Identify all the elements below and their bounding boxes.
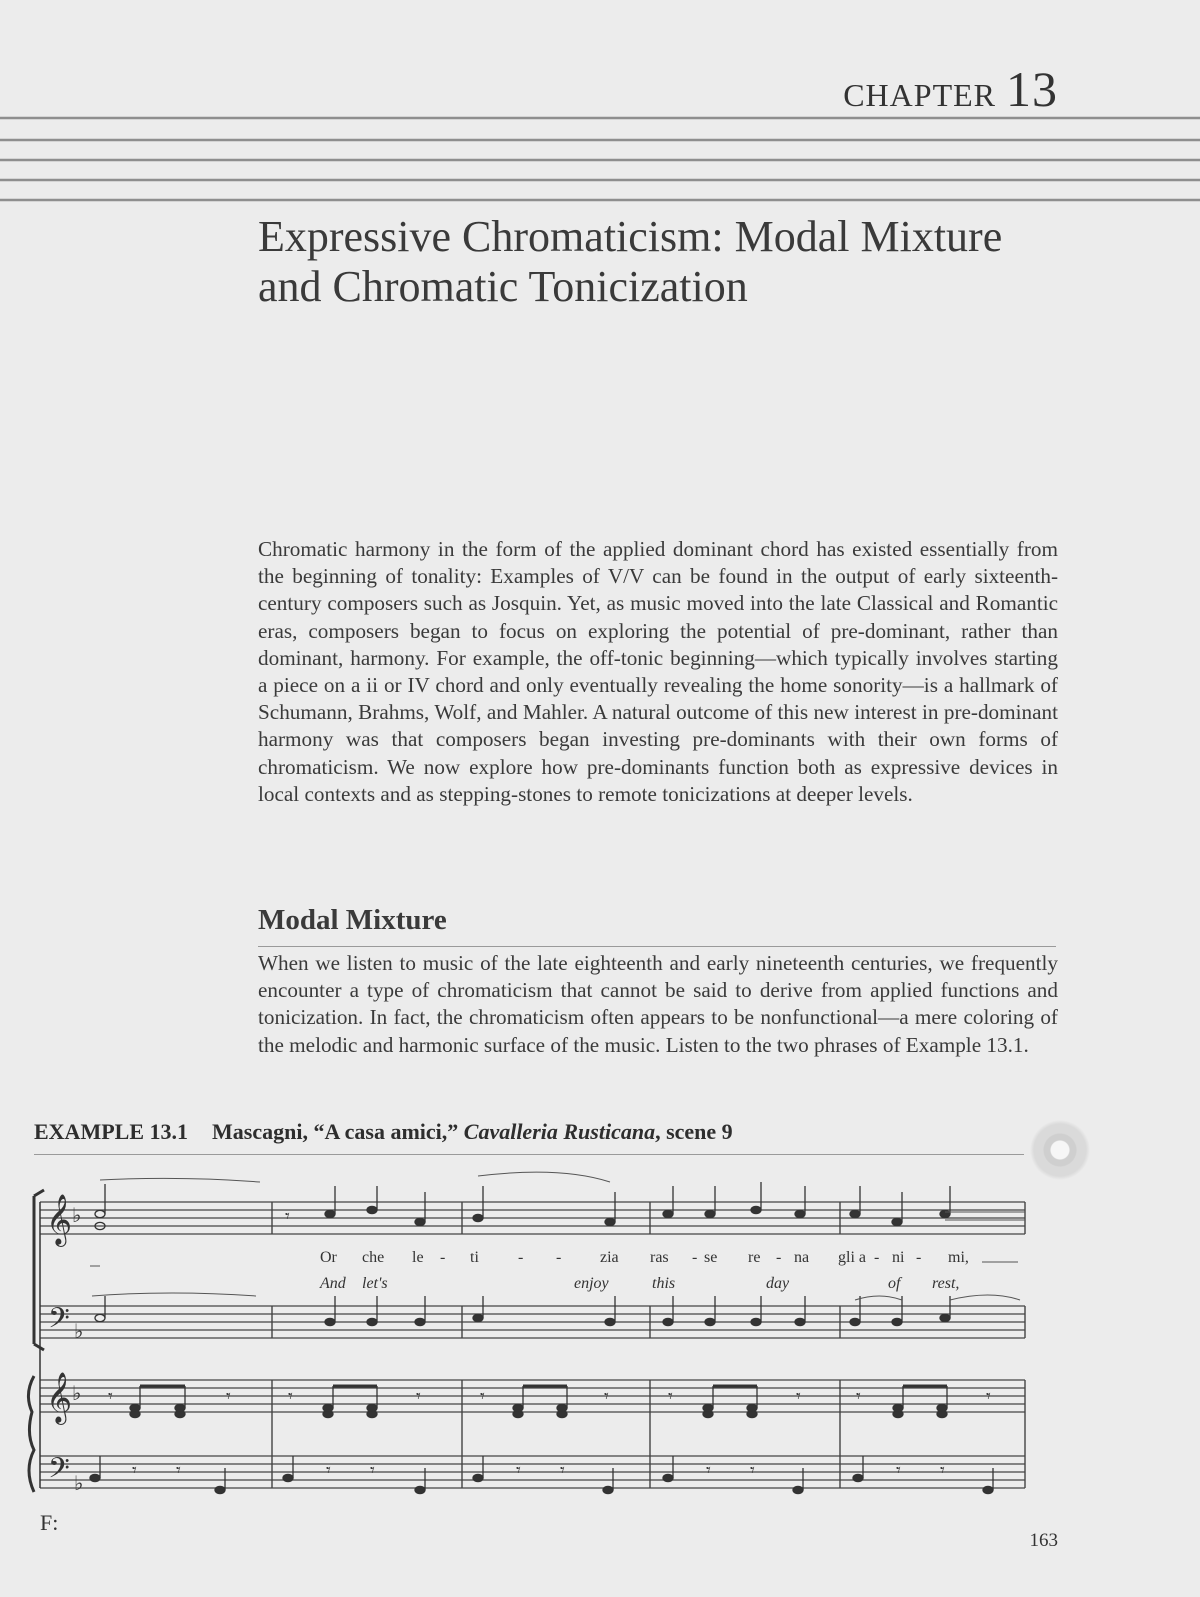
svg-text:𝄾: 𝄾: [285, 1206, 290, 1226]
svg-text:𝄾: 𝄾: [516, 1460, 521, 1480]
lyric: zia: [600, 1249, 619, 1266]
lyric: ti: [470, 1249, 479, 1266]
svg-text:♭: ♭: [72, 1205, 82, 1227]
lyric: gli a: [838, 1249, 866, 1266]
lyric: na: [794, 1249, 810, 1266]
svg-text:𝄾: 𝄾: [668, 1386, 673, 1406]
page-number: 163: [1029, 1530, 1058, 1551]
lyric: -: [518, 1249, 524, 1266]
svg-text:𝄾: 𝄾: [288, 1386, 293, 1406]
bass-clef: 𝄢: [48, 1454, 70, 1491]
chapter-title-line-1: Expressive Chromaticism: Modal Mixture: [258, 212, 1003, 261]
svg-text:♭: ♭: [72, 1383, 82, 1405]
svg-text:𝄾: 𝄾: [856, 1386, 861, 1406]
intro-paragraph: Chromatic harmony in the form of the applied dominant chord has existed essentially from the beginning of tonality: Examples of V/V can be found in the output of early sixteenth-century composers such as Josquin. Yet, as music moved into the late Classical and Romantic eras, composers began to focus on exploring the potential of pre-dominant, rather than dominant, harmony. For example, the off-tonic beginning—which typically involves starting a piece on a ii or IV chord and only eventually revealing the home sonority—is a hallmark of Schumann, Brahms, Wolf, and Mahler. A natural outcome of this new interest in pre-dominant harmony was that composers began investing pre-dominants with their own forms of chromaticism. We now explore how pre-dominants function both as expressive devices in local contexts and as stepping-stones to remote tonicizations at deeper levels.: [258, 537, 1058, 806]
lyric: -: [874, 1249, 880, 1266]
svg-text:𝄾: 𝄾: [940, 1460, 945, 1480]
example-work: Cavalleria Rusticana: [463, 1119, 656, 1144]
svg-text:𝄾: 𝄾: [796, 1386, 801, 1406]
svg-text:𝄾: 𝄾: [604, 1386, 609, 1406]
lyric: enjoy: [574, 1275, 609, 1292]
svg-text:𝄾: 𝄾: [226, 1386, 231, 1406]
example-composer: Mascagni, “A casa amici,”: [212, 1119, 459, 1144]
treble-clef: 𝄞: [46, 1373, 73, 1422]
svg-text:𝄾: 𝄾: [108, 1386, 113, 1406]
svg-text:𝄾: 𝄾: [750, 1460, 755, 1480]
svg-text:𝄾: 𝄾: [370, 1460, 375, 1480]
svg-text:𝄾: 𝄾: [560, 1460, 565, 1480]
lyric: -: [776, 1249, 782, 1266]
example-rule: [34, 1154, 1024, 1155]
chapter-title-line-2: and Chromatic Tonicization: [258, 262, 748, 311]
lyric: -: [916, 1249, 922, 1266]
lyric: mi,: [948, 1249, 969, 1266]
lyric: And: [320, 1275, 346, 1292]
lyric: Or: [320, 1249, 337, 1266]
example-scene: , scene 9: [655, 1119, 733, 1144]
lyric: se: [704, 1249, 718, 1266]
lyric: this: [652, 1275, 676, 1292]
bass-clef: 𝄢: [48, 1304, 70, 1341]
lyrics-italian: [320, 1249, 969, 1266]
example-label: EXAMPLE 13.1: [34, 1119, 188, 1144]
staff-lines-group: [40, 1202, 1025, 1488]
lyric: of: [888, 1275, 901, 1292]
svg-text:♭: ♭: [74, 1321, 84, 1343]
lyric: le: [412, 1249, 424, 1266]
section-rule: [258, 946, 1056, 947]
lyric: let's: [362, 1275, 388, 1292]
lyric: -: [440, 1249, 446, 1266]
svg-text:𝄾: 𝄾: [326, 1460, 331, 1480]
section-heading: Modal Mixture: [258, 904, 447, 936]
svg-text:𝄾: 𝄾: [480, 1386, 485, 1406]
music-score: [0, 1166, 1200, 1526]
lyric: che: [362, 1249, 385, 1266]
svg-text:𝄾: 𝄾: [706, 1460, 711, 1480]
lyric: day: [766, 1275, 790, 1292]
chapter-title: [258, 212, 1098, 312]
chapter-label: [843, 60, 1058, 118]
lyrics-english: [319, 1275, 959, 1292]
lyric: -: [692, 1249, 698, 1266]
lyric: -: [556, 1249, 562, 1266]
svg-text:𝄾: 𝄾: [986, 1386, 991, 1406]
key-label: F:: [40, 1510, 59, 1535]
treble-clef: 𝄞: [46, 1195, 73, 1244]
lyric: ni: [892, 1249, 905, 1266]
chapter-word: CHAPTER: [843, 77, 996, 113]
lyric: ras: [650, 1249, 669, 1266]
decorative-staff-lines: [0, 112, 1200, 212]
svg-text:𝄾: 𝄾: [416, 1386, 421, 1406]
svg-text:♭: ♭: [74, 1473, 84, 1495]
chapter-number: 13: [1006, 61, 1058, 117]
lyric: rest,: [932, 1275, 960, 1292]
lyric: re: [748, 1249, 761, 1266]
svg-text:𝄾: 𝄾: [896, 1460, 901, 1480]
svg-text:𝄾: 𝄾: [132, 1460, 137, 1480]
svg-text:𝄾: 𝄾: [176, 1460, 181, 1480]
example-caption: [34, 1119, 733, 1145]
section-paragraph: When we listen to music of the late eighteenth and early nineteenth centuries, we frequently encounter a type of chromaticism that cannot be said to derive from applied functions and tonicization. In fact, the chromaticism often appears to be nonfunctional—a mere coloring of the melodic and harmonic surface of the music. Listen to the two phrases of Example 13.1.: [258, 951, 1058, 1057]
